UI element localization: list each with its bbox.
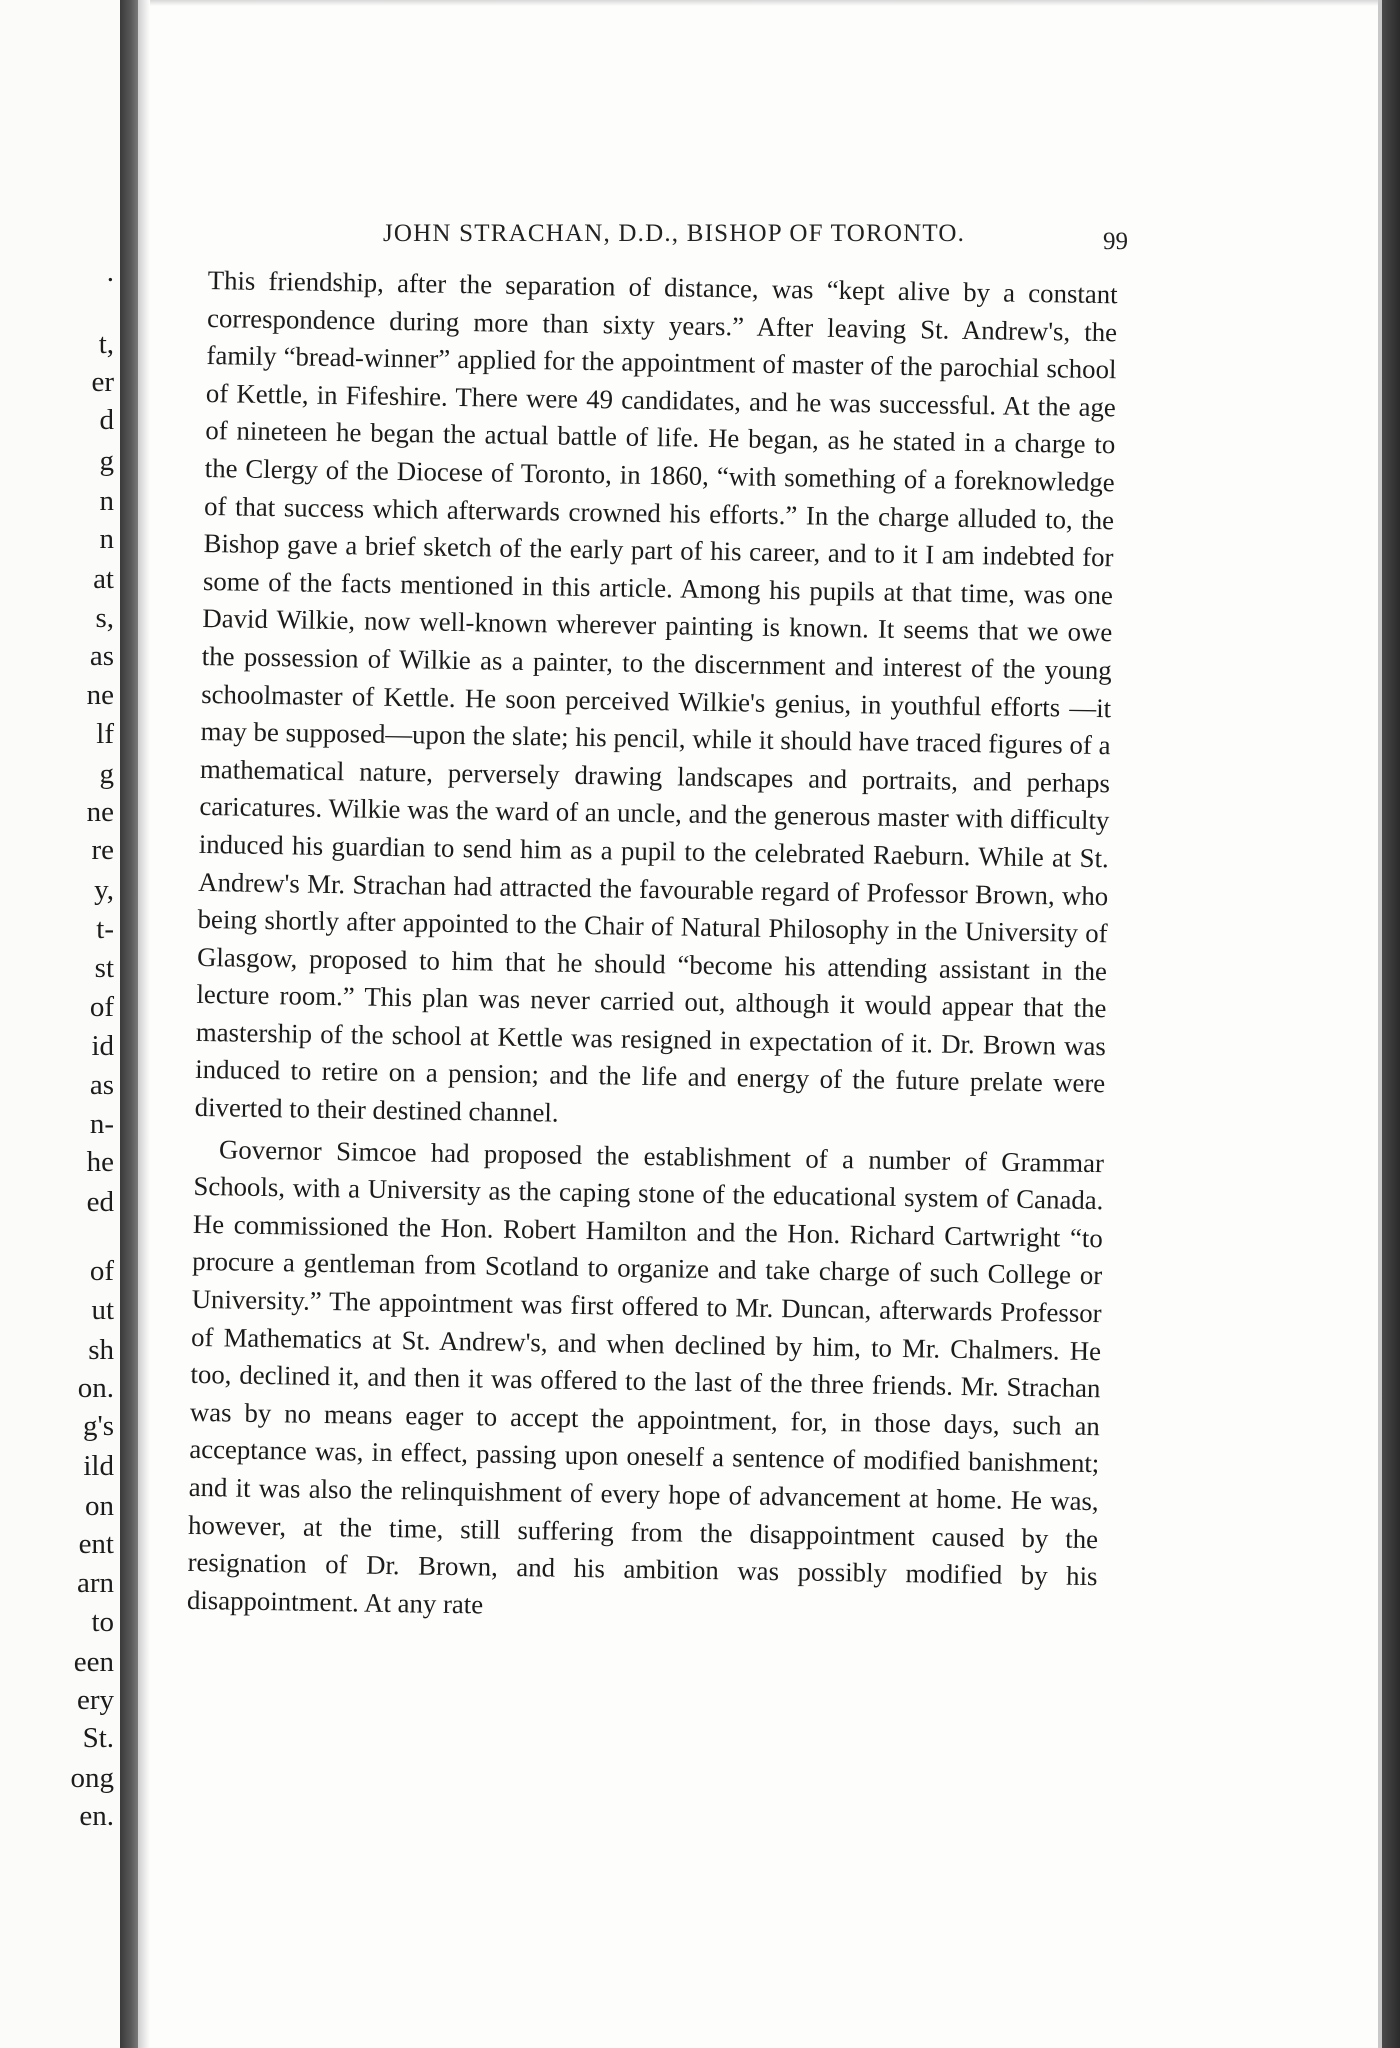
facing-page-fragment: sh — [88, 1334, 114, 1366]
facing-page-fragment: t, — [98, 328, 114, 360]
page-edge-shadow — [1382, 0, 1400, 2048]
facing-page-fragment: er — [91, 366, 114, 398]
facing-page-fragment: t- — [96, 913, 114, 945]
facing-page-fragment: St. — [82, 1722, 114, 1754]
page-top-edge — [150, 0, 1378, 6]
facing-page-fragment: ild — [83, 1450, 114, 1482]
facing-page-fragment: een — [73, 1646, 114, 1678]
facing-page-fragment: ong — [70, 1762, 114, 1794]
facing-page-fragment: s, — [95, 602, 114, 634]
facing-page-fragment: ed — [86, 1186, 114, 1218]
facing-page-fragment: of — [89, 1255, 114, 1287]
facing-page-fragment: ne — [86, 679, 114, 711]
facing-page-fragment: as — [89, 1069, 114, 1101]
facing-page-fragment: y, — [94, 874, 114, 906]
facing-page-fragment: to — [91, 1606, 114, 1638]
facing-page-fragment: lf — [96, 718, 114, 750]
facing-page-fragment: on — [85, 1490, 114, 1522]
facing-page-fragment: at — [93, 563, 114, 595]
facing-page-fragment: ut — [91, 1294, 114, 1326]
binding-gutter — [120, 0, 138, 2048]
facing-page-remnant — [0, 0, 120, 2048]
facing-page-fragment: ne — [86, 796, 114, 828]
facing-page-fragment: g's — [82, 1410, 114, 1442]
facing-page-fragment: st — [94, 952, 114, 984]
page-number: 99 — [1103, 228, 1128, 255]
facing-page-fragment: n — [99, 485, 114, 517]
facing-page-fragment: arn — [76, 1567, 114, 1599]
facing-page-fragment: id — [91, 1030, 114, 1062]
facing-page-fragment: re — [91, 834, 114, 866]
gutter-shadow — [138, 0, 150, 2048]
facing-page-fragment: he — [86, 1146, 114, 1178]
facing-page-fragment: n- — [89, 1108, 114, 1140]
running-header: JOHN STRACHAN, D.D., BISHOP OF TORONTO. — [383, 220, 966, 247]
facing-page-fragment: as — [89, 640, 114, 672]
facing-page-fragment: ent — [78, 1528, 114, 1560]
facing-page-fragment: en. — [79, 1800, 114, 1832]
facing-page-fragment: g — [99, 758, 114, 790]
facing-page-fragment: of — [89, 991, 114, 1023]
body-text — [187, 262, 1118, 1634]
paragraph: This friendship, after the separation of distance, was “kept alive by a constant correspondence during more than sixty years.” After leaving St. Andrew's, the family “bread-winner” applied for the appointment of master of the parochial school of Kettle, in Fifeshire. There were 49 candidates, and he was successful. At the age of nineteen he began the actual battle of life. He began, as he stated in a charge to the Clergy of the Diocese of Toronto, in 1860, “with something of a foreknowledge of that success which afterwards crowned his efforts.” In the charge alluded to, the Bishop gave a brief sketch of the early part of his career, and to it I am indebted for some of the facts mentioned in this article. Among his pupils at that time, was one David Wilkie, now well-known wherever painting is known. It seems that we owe the possession of Wilkie as a painter, to the discernment and interest of the young schoolmaster of Kettle. He soon perceived Wilkie's genius, in youthful efforts —it may be supposed—upon the slate; his pencil, while it should have traced figures of a mathematical nature, perversely drawing landscapes and portraits, and perhaps caricatures. Wilkie was the ward of an uncle, and the generous master with difficulty induced his guardian to send him as a pupil to the celebrated Raeburn. While at St. Andrew's Mr. Strachan had attracted the favourable regard of Professor Brown, who being shortly after appointed to the Chair of Natural Philosophy in the University of Glasgow, proposed to him that he should “become his attending assistant in the lecture room.” This plan was never carried out, although it would appear that the mastership of the school at Kettle was resigned in expectation of it. Dr. Brown was induced to retire on a pension; and the life and energy of the future prelate were diverted to their destined channel. — [194, 264, 1118, 1128]
facing-page-fragment: g — [99, 445, 114, 477]
facing-page-fragment: . — [106, 256, 114, 288]
facing-page-fragment: on. — [77, 1372, 114, 1404]
facing-page-fragment: n — [99, 523, 114, 555]
facing-page-fragment: ery — [76, 1684, 114, 1716]
facing-page-fragment: d — [99, 404, 114, 436]
paragraph: Governor Simcoe had proposed the establishment of a number of Grammar Schools, with a University as the caping stone of the educational system of Canada. He commissioned the Hon. Robert Hamilton and the Hon. Richard Cartwright “to procure a gentleman from Scotland to organize and take charge of such College or University.” The appointment was first offered to Mr. Duncan, afterwards Professor of Mathematics at St. Andrew's, and when declined by him, to Mr. Chalmers. He too, declined it, and then it was offered to the last of the three friends. Mr. Strachan was by no means eager to accept the appointment, for, in those days, such an acceptance was, in effect, passing upon oneself a sentence of modified banishment; and it was also the relinquishment of every hope of advancement at home. He was, however, at the time, still suffering from the disappointment caused by the resignation of Dr. Brown, and his ambition was possibly modified by his disappointment. At any rate — [186, 1133, 1105, 1620]
